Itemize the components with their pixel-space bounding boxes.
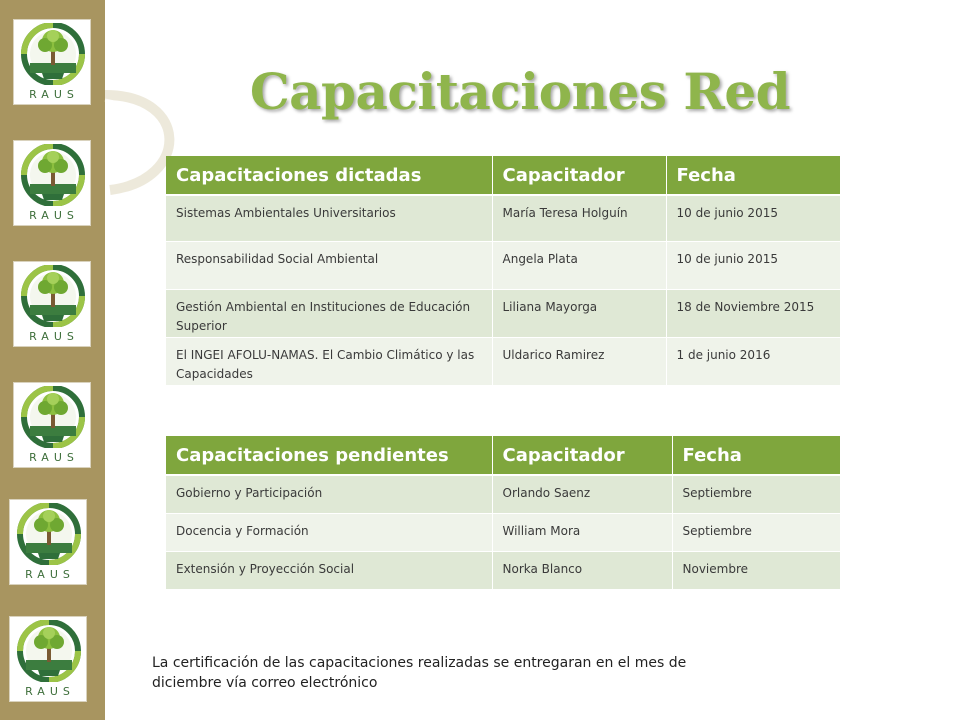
header-fecha: Fecha [672, 436, 840, 475]
table-capacitaciones-dictadas [166, 156, 840, 386]
cell-capacitador: Norka Blanco [492, 551, 672, 589]
table-row [166, 195, 840, 241]
cell-curso: Sistemas Ambientales Universitarios [166, 195, 492, 241]
cell-curso: Gobierno y Participación [166, 475, 492, 513]
tree-globe-icon [18, 265, 88, 327]
cell-curso: Responsabilidad Social Ambiental [166, 241, 492, 289]
sidebar [0, 0, 105, 720]
logo-text: RAUS [25, 685, 75, 698]
cell-fecha: Septiembre [672, 475, 840, 513]
table-header-row [166, 156, 840, 195]
cell-capacitador: William Mora [492, 513, 672, 551]
table-row [166, 241, 840, 289]
cell-fecha: Noviembre [672, 551, 840, 589]
cell-capacitador: María Teresa Holguín [492, 195, 666, 241]
cell-curso: Docencia y Formación [166, 513, 492, 551]
table-capacitaciones-pendientes [166, 436, 840, 590]
raus-logo [13, 140, 91, 226]
cell-fecha: Septiembre [672, 513, 840, 551]
logo-text: RAUS [29, 330, 79, 343]
table-row [166, 337, 840, 385]
header-capacitador: Capacitador [492, 156, 666, 195]
header-capacitaciones-pendientes: Capacitaciones pendientes [166, 436, 492, 475]
logo-text: RAUS [29, 451, 79, 464]
header-capacitaciones-dictadas: Capacitaciones dictadas [166, 156, 492, 195]
table-row [166, 289, 840, 337]
raus-logo [13, 19, 91, 105]
cell-capacitador: Liliana Mayorga [492, 289, 666, 337]
raus-logo [9, 499, 87, 585]
cell-capacitador: Orlando Saenz [492, 475, 672, 513]
logo-text: RAUS [25, 568, 75, 581]
page-title: Capacitaciones Red [249, 61, 791, 121]
cell-capacitador: Uldarico Ramirez [492, 337, 666, 385]
table-row [166, 513, 840, 551]
tree-globe-icon [18, 144, 88, 206]
cell-curso: Extensión y Proyección Social [166, 551, 492, 589]
cell-capacitador: Angela Plata [492, 241, 666, 289]
tree-globe-icon [14, 620, 84, 682]
raus-logo [9, 616, 87, 702]
raus-logo [13, 382, 91, 468]
tree-globe-icon [14, 503, 84, 565]
logo-text: RAUS [29, 88, 79, 101]
cell-fecha: 10 de junio 2015 [666, 195, 840, 241]
table-row [166, 551, 840, 589]
tree-globe-icon [18, 386, 88, 448]
cell-fecha: 10 de junio 2015 [666, 241, 840, 289]
table-header-row [166, 436, 840, 475]
tree-globe-icon [18, 23, 88, 85]
cell-fecha: 1 de junio 2016 [666, 337, 840, 385]
cell-curso: Gestión Ambiental en Instituciones de Educación Superior [166, 289, 492, 337]
cell-fecha: 18 de Noviembre 2015 [666, 289, 840, 337]
header-capacitador: Capacitador [492, 436, 672, 475]
footnote: La certificación de las capacitaciones realizadas se entregaran en el mes de diciembre vía correo electrónico [152, 655, 687, 691]
logo-text: RAUS [29, 209, 79, 222]
table-row [166, 475, 840, 513]
header-fecha: Fecha [666, 156, 840, 195]
cell-curso: El INGEI AFOLU-NAMAS. El Cambio Climático y las Capacidades [166, 337, 492, 385]
raus-logo [13, 261, 91, 347]
